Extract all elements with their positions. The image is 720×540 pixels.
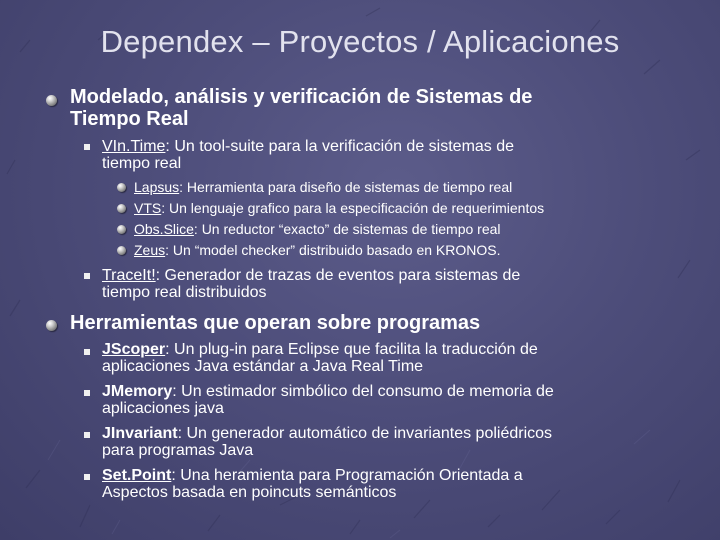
sphere-bullet-icon <box>46 95 57 106</box>
square-bullet-icon <box>84 390 90 396</box>
tool-name-setpoint: Set.Point <box>102 467 172 484</box>
tool-description-continued: tiempo real <box>102 155 182 172</box>
small-sphere-bullet-icon <box>117 204 126 213</box>
tool-description: : Un plug-in para Eclipse que facilita la traducción de <box>165 341 538 358</box>
list-item <box>102 383 682 417</box>
tool-name-jmemory: JMemory <box>102 383 173 400</box>
tool-name-lapsus: Lapsus <box>134 179 180 195</box>
tool-description-continued: para programas Java <box>102 442 254 459</box>
tool-name-vintime: VIn.Time <box>102 138 166 155</box>
tool-name-obsslice: Obs.Slice <box>134 221 194 237</box>
section-heading <box>70 312 480 334</box>
sub-list-item <box>134 179 512 195</box>
section-heading-line: Tiempo Real <box>70 108 189 130</box>
square-bullet-icon <box>84 273 90 279</box>
square-bullet-icon <box>84 144 90 150</box>
slide-title: Dependex – Proyectos / Aplicaciones <box>100 24 620 59</box>
tool-description: : Un lenguaje grafico para la especificación de requerimientos <box>161 200 545 216</box>
small-sphere-bullet-icon <box>117 246 126 255</box>
tool-description: : Herramienta para diseño de sistemas de tiempo real <box>179 179 513 195</box>
list-item <box>102 341 682 375</box>
square-bullet-icon <box>84 432 90 438</box>
tool-description: : Generador de trazas de eventos para sistemas de <box>155 267 521 284</box>
square-bullet-icon <box>84 349 90 355</box>
sub-list-item <box>134 221 501 237</box>
list-item <box>102 467 682 501</box>
list-item <box>102 138 682 172</box>
tool-description: : Una heramienta para Programación Orientada a <box>171 467 523 484</box>
tool-name-vts: VTS <box>134 200 162 216</box>
square-bullet-icon <box>84 474 90 480</box>
tool-description-continued: aplicaciones java <box>102 400 224 417</box>
list-item <box>102 425 682 459</box>
sub-list-item <box>134 242 501 258</box>
section-heading-line: Modelado, análisis y verificación de Sistemas de <box>70 86 533 108</box>
list-item <box>102 267 682 301</box>
section-heading <box>70 86 532 130</box>
tool-name-zeus: Zeus <box>134 242 166 258</box>
tool-name-traceit: TraceIt! <box>102 267 156 284</box>
tool-description: : Un reductor “exacto” de sistemas de tiempo real <box>193 221 501 237</box>
tool-description-continued: Aspectos basada en poincuts semánticos <box>102 484 397 501</box>
small-sphere-bullet-icon <box>117 225 126 234</box>
tool-description: : Un estimador simbólico del consumo de memoria de <box>172 383 554 400</box>
tool-description-continued: aplicaciones Java estándar a Java Real Time <box>102 358 424 375</box>
tool-name-jscoper: JScoper <box>102 341 166 358</box>
sphere-bullet-icon <box>46 320 57 331</box>
sub-list-item <box>134 200 544 216</box>
tool-description: : Un tool-suite para la verificación de sistemas de <box>165 138 515 155</box>
tool-description: : Un “model checker” distribuido basado en KRONOS. <box>165 242 501 258</box>
tool-description-continued: tiempo real distribuidos <box>102 284 267 301</box>
small-sphere-bullet-icon <box>117 183 126 192</box>
section-heading-line: Herramientas que operan sobre programas <box>70 312 481 334</box>
tool-name-jinvariant: JInvariant <box>102 425 178 442</box>
tool-description: : Un generador automático de invariantes poliédricos <box>177 425 553 442</box>
